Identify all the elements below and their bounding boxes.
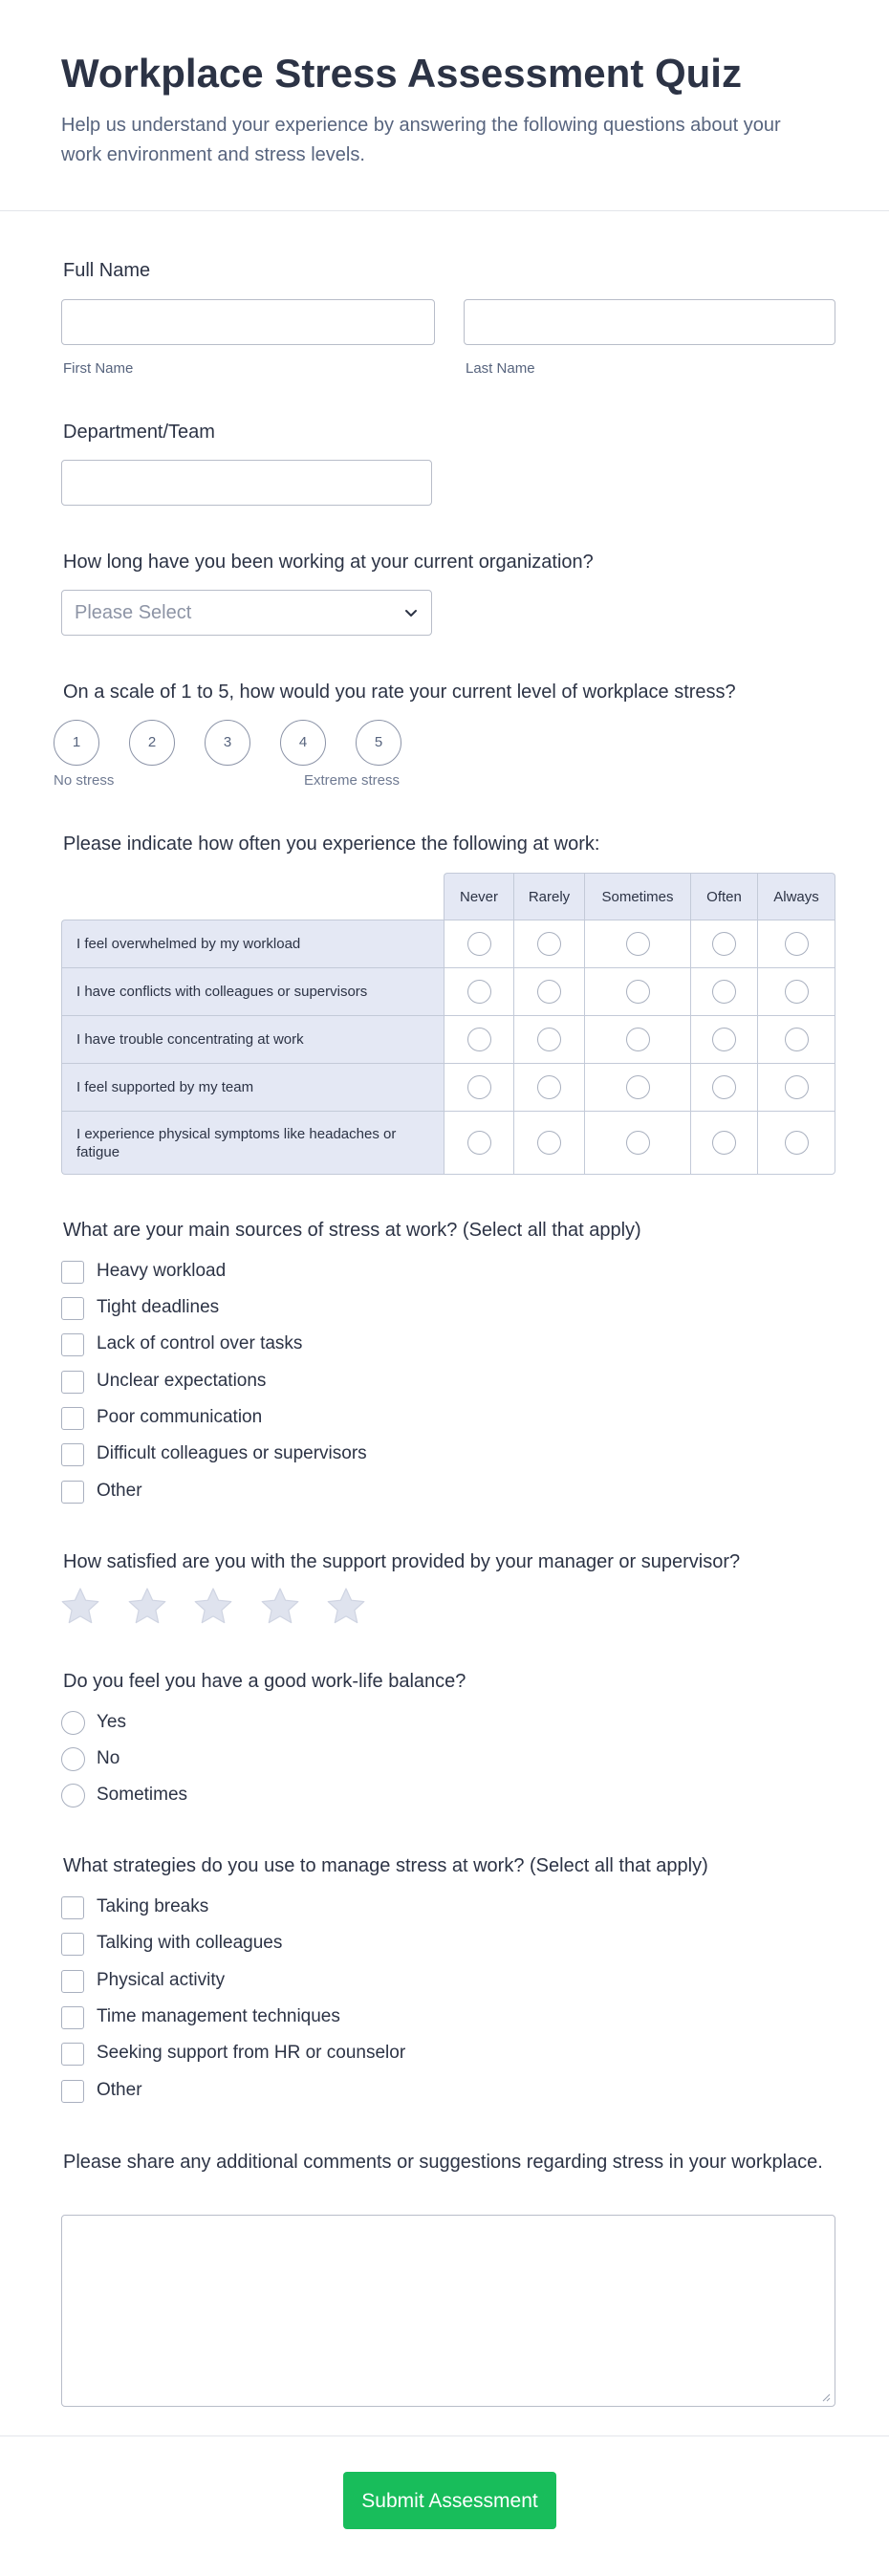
manager-support-question: [61, 1549, 835, 1574]
checkbox[interactable]: [61, 1896, 84, 1919]
page-subtitle: Help us understand your experience by answering the following questions about your work environment and stress levels.: [61, 115, 781, 165]
matrix-col-often: Often: [690, 873, 757, 920]
last-name-input[interactable]: [464, 299, 835, 345]
matrix-radio[interactable]: [537, 932, 561, 956]
matrix-cell: [444, 1063, 513, 1111]
matrix-cell: [584, 1063, 690, 1111]
option-label: Tight deadlines: [97, 1297, 220, 1317]
matrix-cell: [444, 1111, 513, 1175]
work-life-balance-question: [61, 1669, 835, 1694]
option-label: Time management techniques: [97, 2006, 340, 2026]
option-label: Taking breaks: [97, 1896, 209, 1916]
option-label: Sometimes: [97, 1785, 188, 1805]
matrix-radio[interactable]: [626, 1075, 650, 1099]
matrix-radio[interactable]: [785, 1131, 809, 1155]
matrix-col-always: Always: [757, 873, 835, 920]
checkbox[interactable]: [61, 1443, 84, 1466]
matrix-radio[interactable]: [467, 1075, 491, 1099]
checkbox[interactable]: [61, 1481, 84, 1504]
matrix-cell: [757, 1063, 835, 1111]
checkbox[interactable]: [61, 1333, 84, 1356]
last-name-sublabel: Last Name: [466, 360, 535, 377]
scale-option-5[interactable]: 5: [356, 720, 401, 766]
matrix-col-sometimes: Sometimes: [584, 873, 690, 920]
matrix-radio[interactable]: [785, 1028, 809, 1051]
matrix-radio[interactable]: [626, 1131, 650, 1155]
matrix-cell: [690, 1111, 757, 1175]
checkbox[interactable]: [61, 2006, 84, 2029]
checkbox[interactable]: [61, 1407, 84, 1430]
star-icon[interactable]: [193, 1587, 233, 1625]
matrix-row-label: I have trouble concentrating at work: [61, 1015, 444, 1063]
department-input[interactable]: [61, 460, 432, 506]
scale-min-caption: No stress: [54, 772, 115, 789]
stress-sources-label: What are your main sources of stress at work? (Select all that apply): [63, 1220, 641, 1241]
matrix-radio[interactable]: [467, 932, 491, 956]
matrix-radio[interactable]: [712, 1028, 736, 1051]
stress-scale-label: On a scale of 1 to 5, how would you rate your current level of workplace stress?: [63, 682, 736, 703]
stress-sources-question: [61, 1218, 835, 1243]
comments-question: [61, 2150, 835, 2175]
matrix-cell: [584, 1111, 690, 1175]
matrix-radio[interactable]: [537, 980, 561, 1004]
star-icon[interactable]: [127, 1587, 167, 1625]
matrix-cell: [757, 920, 835, 967]
matrix-corner: [61, 873, 444, 920]
matrix-cell: [690, 1015, 757, 1063]
strategies-question: [61, 1853, 835, 1878]
matrix-row: [61, 1111, 835, 1175]
checkbox[interactable]: [61, 2080, 84, 2103]
matrix-radio[interactable]: [537, 1131, 561, 1155]
comments-label: Please share any additional comments or suggestions regarding stress in your workplace.: [63, 2152, 823, 2173]
matrix-row: [61, 967, 835, 1015]
submit-button[interactable]: Submit Assessment: [343, 2472, 556, 2529]
matrix-cell: [513, 1111, 584, 1175]
option-label: Heavy workload: [97, 1261, 227, 1281]
scale-option-4[interactable]: 4: [280, 720, 326, 766]
matrix-col-rarely: Rarely: [513, 873, 584, 920]
option-label: Talking with colleagues: [97, 1933, 283, 1953]
matrix-cell: [513, 1015, 584, 1063]
matrix-cell: [690, 920, 757, 967]
option-label: Seeking support from HR or counselor: [97, 2043, 406, 2063]
matrix-row: [61, 1063, 835, 1111]
matrix-cell: [584, 1015, 690, 1063]
option-label: Yes: [97, 1712, 126, 1732]
checkbox[interactable]: [61, 2043, 84, 2066]
matrix-cell: [690, 967, 757, 1015]
matrix-cell: [757, 967, 835, 1015]
matrix-row: [61, 1015, 835, 1063]
option-label: Other: [97, 1481, 142, 1501]
matrix-radio[interactable]: [785, 932, 809, 956]
option-label: Other: [97, 2080, 142, 2100]
department-question: [61, 420, 835, 444]
matrix-cell: [513, 920, 584, 967]
star-icon[interactable]: [260, 1587, 300, 1625]
matrix-cell: [584, 967, 690, 1015]
first-name-sublabel: First Name: [63, 360, 134, 377]
scale-option-3[interactable]: 3: [205, 720, 250, 766]
matrix-radio[interactable]: [467, 980, 491, 1004]
chevron-down-icon: [401, 603, 422, 624]
matrix-radio[interactable]: [537, 1075, 561, 1099]
matrix-radio[interactable]: [467, 1131, 491, 1155]
matrix-radio[interactable]: [785, 1075, 809, 1099]
matrix-radio[interactable]: [467, 1028, 491, 1051]
option-label: Poor communication: [97, 1407, 263, 1427]
full-name-question: [61, 258, 835, 283]
first-name-input[interactable]: [61, 299, 435, 345]
option-label: Unclear expectations: [97, 1371, 267, 1391]
matrix-radio[interactable]: [712, 980, 736, 1004]
frequency-matrix-question: [61, 832, 835, 856]
matrix-radio[interactable]: [537, 1028, 561, 1051]
tenure-question: [61, 550, 835, 574]
full-name-label: Full Name: [63, 260, 151, 281]
matrix-row-label: I experience physical symptoms like headaches or fatigue: [61, 1111, 444, 1175]
checkbox[interactable]: [61, 1371, 84, 1394]
matrix-row-label: I feel overwhelmed by my workload: [61, 920, 444, 967]
matrix-radio[interactable]: [712, 932, 736, 956]
checkbox[interactable]: [61, 1933, 84, 1956]
scale-max-caption: Extreme stress: [304, 772, 401, 789]
radio-button[interactable]: [61, 1711, 85, 1735]
stress-scale-question: [61, 680, 835, 704]
work-life-balance-label: Do you feel you have a good work-life balance?: [63, 1671, 466, 1692]
matrix-radio[interactable]: [626, 1028, 650, 1051]
tenure-label: How long have you been working at your current organization?: [63, 552, 594, 573]
option-label: No: [97, 1748, 120, 1768]
matrix-cell: [444, 967, 513, 1015]
tenure-select[interactable]: [61, 590, 432, 636]
scale-option-1[interactable]: 1: [54, 720, 99, 766]
checkbox[interactable]: [61, 1970, 84, 1993]
matrix-row: [61, 920, 835, 967]
page-title: Workplace Stress Assessment Quiz: [61, 51, 742, 96]
tenure-placeholder: Please Select: [75, 602, 192, 623]
manager-support-label: How satisfied are you with the support provided by your manager or supervisor?: [63, 1551, 741, 1572]
scale-option-2[interactable]: 2: [129, 720, 175, 766]
star-icon[interactable]: [60, 1587, 100, 1625]
radio-button[interactable]: [61, 1747, 85, 1771]
option-label: Physical activity: [97, 1970, 226, 1990]
matrix-cell: [690, 1063, 757, 1111]
department-label: Department/Team: [63, 422, 215, 443]
frequency-matrix-label: Please indicate how often you experience the following at work:: [63, 833, 600, 855]
footer-divider: [0, 2435, 889, 2436]
matrix-radio[interactable]: [712, 1075, 736, 1099]
matrix-row-label: I have conflicts with colleagues or supervisors: [61, 967, 444, 1015]
checkbox[interactable]: [61, 1261, 84, 1284]
resize-handle-icon[interactable]: [821, 2392, 831, 2402]
matrix-radio[interactable]: [785, 980, 809, 1004]
option-label: Lack of control over tasks: [97, 1333, 303, 1353]
matrix-cell: [513, 967, 584, 1015]
frequency-matrix: [61, 873, 835, 1175]
matrix-cell: [444, 1015, 513, 1063]
matrix-row-label: I feel supported by my team: [61, 1063, 444, 1111]
radio-button[interactable]: [61, 1784, 85, 1808]
matrix-radio[interactable]: [712, 1131, 736, 1155]
star-icon[interactable]: [326, 1587, 366, 1625]
strategies-label: What strategies do you use to manage stress at work? (Select all that apply): [63, 1855, 708, 1876]
comments-textarea[interactable]: [61, 2215, 835, 2407]
matrix-cell: [757, 1015, 835, 1063]
option-label: Difficult colleagues or supervisors: [97, 1443, 367, 1463]
matrix-cell: [584, 920, 690, 967]
form-header: [0, 0, 889, 211]
matrix-radio[interactable]: [626, 980, 650, 1004]
checkbox[interactable]: [61, 1297, 84, 1320]
matrix-col-never: Never: [444, 873, 513, 920]
matrix-radio[interactable]: [626, 932, 650, 956]
matrix-cell: [757, 1111, 835, 1175]
matrix-cell: [444, 920, 513, 967]
matrix-cell: [513, 1063, 584, 1111]
